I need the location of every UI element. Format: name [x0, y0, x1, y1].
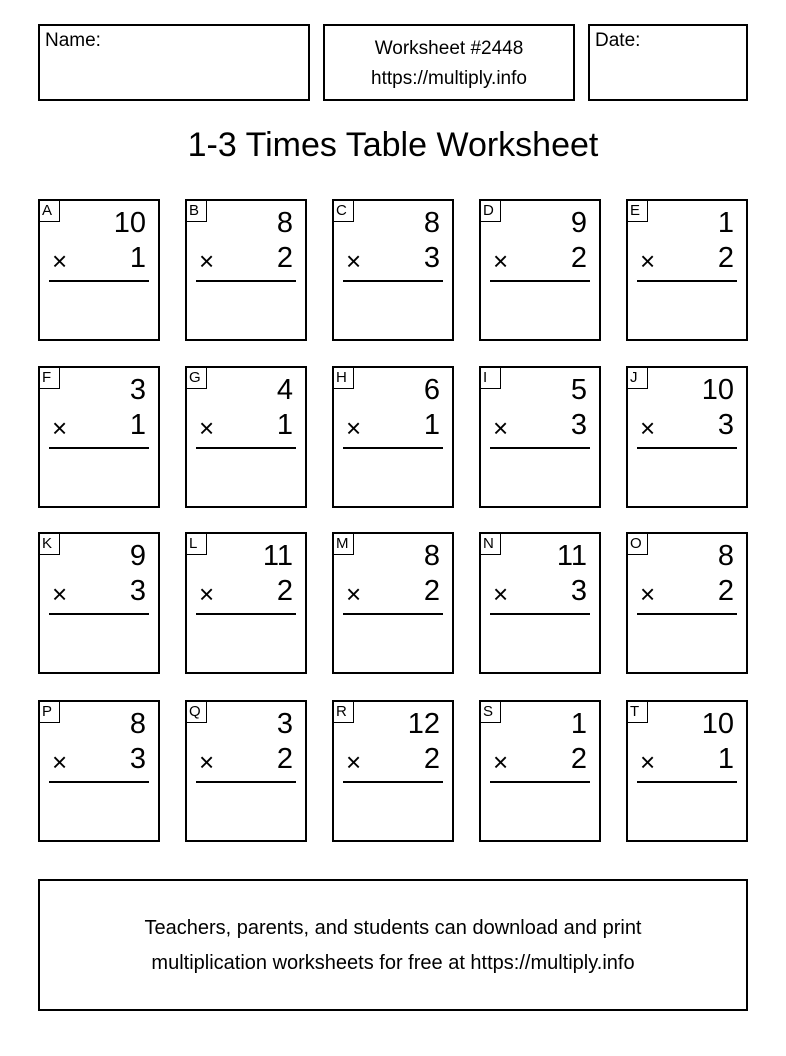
footer-line-2: multiplication worksheets for free at https://multiply.info — [151, 952, 635, 974]
times-icon: × — [52, 579, 68, 609]
problem-letter: S — [479, 700, 501, 723]
worksheet-url: https://multiply.info — [371, 68, 527, 89]
answer-line — [637, 613, 737, 615]
date-label: Date: — [595, 30, 641, 51]
worksheet-number: Worksheet #2448 — [374, 38, 524, 59]
problem-letter: J — [626, 366, 648, 389]
multiplicand: 8 — [129, 708, 146, 740]
answer-line — [490, 781, 590, 783]
problem-letter: N — [479, 532, 501, 555]
problem-card[interactable] — [479, 700, 601, 842]
problem-card[interactable] — [626, 700, 748, 842]
problem-letter: O — [626, 532, 648, 555]
problem-card[interactable] — [626, 366, 748, 508]
problem-card[interactable] — [626, 532, 748, 674]
answer-line — [196, 613, 296, 615]
problem-letter: H — [332, 366, 354, 389]
answer-line — [637, 280, 737, 282]
times-icon: × — [52, 246, 68, 276]
problem-letter: R — [332, 700, 354, 723]
multiplicand: 11 — [262, 540, 293, 572]
multiplier: 1 — [276, 409, 293, 441]
multiplicand: 4 — [276, 374, 293, 406]
times-icon: × — [199, 579, 215, 609]
multiplier: 1 — [129, 242, 146, 274]
multiplicand: 9 — [129, 540, 146, 572]
multiplicand: 8 — [276, 207, 293, 239]
footer-box — [38, 879, 748, 1011]
problem-letter: C — [332, 199, 354, 222]
problem-card[interactable] — [626, 199, 748, 341]
times-icon: × — [199, 413, 215, 443]
multiplicand: 10 — [113, 207, 146, 239]
answer-line — [49, 447, 149, 449]
problem-letter: P — [38, 700, 60, 723]
problem-letter: B — [185, 199, 207, 222]
answer-line — [49, 613, 149, 615]
multiplier: 2 — [423, 743, 440, 775]
answer-line — [196, 447, 296, 449]
multiplicand: 10 — [701, 708, 734, 740]
problem-card[interactable] — [479, 199, 601, 341]
answer-line — [490, 280, 590, 282]
multiplicand: 3 — [129, 374, 146, 406]
problem-letter: D — [479, 199, 501, 222]
answer-line — [343, 781, 443, 783]
times-icon: × — [640, 579, 656, 609]
times-icon: × — [346, 413, 362, 443]
name-field[interactable] — [38, 24, 310, 101]
problem-card[interactable] — [332, 366, 454, 508]
multiplicand: 5 — [570, 374, 587, 406]
answer-line — [49, 781, 149, 783]
problem-card[interactable] — [185, 366, 307, 508]
multiplier: 3 — [717, 409, 734, 441]
problem-letter: Q — [185, 700, 207, 723]
times-icon: × — [52, 747, 68, 777]
multiplicand: 3 — [276, 708, 293, 740]
answer-line — [637, 781, 737, 783]
multiplier: 3 — [570, 409, 587, 441]
multiplicand: 12 — [407, 708, 440, 740]
multiplicand: 6 — [423, 374, 440, 406]
problem-card[interactable] — [38, 532, 160, 674]
answer-line — [343, 280, 443, 282]
problem-card[interactable] — [185, 199, 307, 341]
multiplier: 1 — [129, 409, 146, 441]
times-icon: × — [199, 246, 215, 276]
answer-line — [490, 447, 590, 449]
problem-letter: M — [332, 532, 354, 555]
problem-card[interactable] — [479, 532, 601, 674]
multiplier: 3 — [129, 575, 146, 607]
multiplicand: 1 — [570, 708, 587, 740]
problem-letter: L — [185, 532, 207, 555]
multiplier: 2 — [717, 242, 734, 274]
answer-line — [343, 613, 443, 615]
problem-card[interactable] — [479, 366, 601, 508]
multiplicand: 8 — [423, 540, 440, 572]
multiplier: 1 — [717, 743, 734, 775]
problem-letter: F — [38, 366, 60, 389]
multiplier: 2 — [717, 575, 734, 607]
times-icon: × — [346, 246, 362, 276]
date-field[interactable] — [588, 24, 748, 101]
name-label: Name: — [45, 30, 101, 51]
problem-letter: T — [626, 700, 648, 723]
problem-card[interactable] — [185, 700, 307, 842]
answer-line — [49, 280, 149, 282]
problem-card[interactable] — [38, 366, 160, 508]
problem-card[interactable] — [332, 199, 454, 341]
problem-card[interactable] — [38, 700, 160, 842]
multiplier: 3 — [570, 575, 587, 607]
multiplier: 1 — [423, 409, 440, 441]
answer-line — [637, 447, 737, 449]
multiplier: 2 — [570, 743, 587, 775]
page-title: 1-3 Times Table Worksheet — [187, 126, 599, 164]
times-icon: × — [346, 747, 362, 777]
times-icon: × — [346, 579, 362, 609]
problem-card[interactable] — [332, 700, 454, 842]
multiplicand: 11 — [556, 540, 587, 572]
worksheet-info-box — [323, 24, 575, 101]
footer-line-1: Teachers, parents, and students can download and print — [144, 917, 642, 939]
multiplier: 2 — [276, 575, 293, 607]
multiplier: 2 — [423, 575, 440, 607]
problem-card[interactable] — [185, 532, 307, 674]
times-icon: × — [493, 246, 509, 276]
multiplicand: 8 — [423, 207, 440, 239]
times-icon: × — [640, 413, 656, 443]
answer-line — [490, 613, 590, 615]
multiplier: 2 — [276, 743, 293, 775]
multiplicand: 1 — [717, 207, 734, 239]
times-icon: × — [493, 579, 509, 609]
times-icon: × — [493, 747, 509, 777]
multiplier: 2 — [276, 242, 293, 274]
answer-line — [196, 280, 296, 282]
multiplier: 3 — [129, 743, 146, 775]
multiplicand: 9 — [570, 207, 587, 239]
answer-line — [196, 781, 296, 783]
multiplicand: 8 — [717, 540, 734, 572]
problem-letter: I — [479, 366, 501, 389]
problem-card[interactable] — [332, 532, 454, 674]
times-icon: × — [199, 747, 215, 777]
times-icon: × — [640, 747, 656, 777]
times-icon: × — [493, 413, 509, 443]
multiplicand: 10 — [701, 374, 734, 406]
answer-line — [343, 447, 443, 449]
problem-letter: E — [626, 199, 648, 222]
problem-letter: A — [38, 199, 60, 222]
multiplier: 2 — [570, 242, 587, 274]
times-icon: × — [52, 413, 68, 443]
problem-card[interactable] — [38, 199, 160, 341]
problem-letter: K — [38, 532, 60, 555]
multiplier: 3 — [423, 242, 440, 274]
times-icon: × — [640, 246, 656, 276]
problem-letter: G — [185, 366, 207, 389]
